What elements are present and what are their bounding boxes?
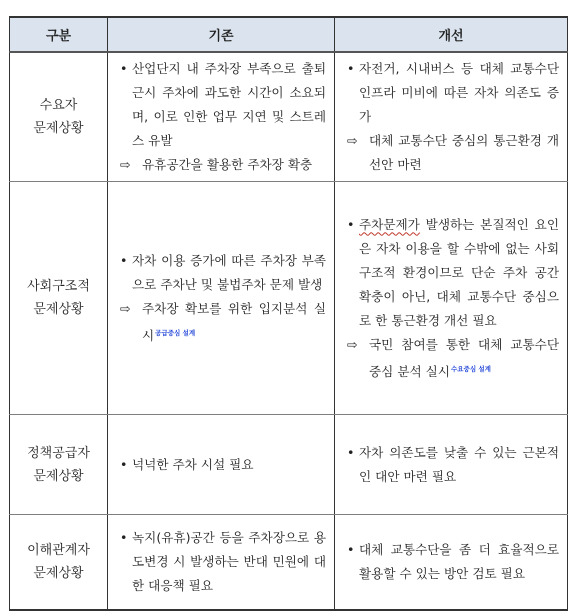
row-category: 정책공급자 문제상황 — [10, 415, 108, 515]
bullet-item: • 자차 의존도를 낮출 수 있는 근본적인 대안 마련 필요 — [343, 441, 559, 489]
row-category: 사회구조적 문제상황 — [10, 182, 108, 415]
bullet-mark: • — [120, 61, 128, 76]
bullet-item: • 산업단지 내 주차장 부족으로 출퇴근시 주차에 과도한 시간이 소요되며, 이로 인한 업무 지연 및 스트레스 유발 — [116, 57, 326, 153]
bullet-mark: • — [347, 216, 355, 232]
bullet-mark: • — [347, 61, 355, 76]
existing-cell — [108, 515, 335, 610]
row-category: 이해관계자 문제상황 — [10, 515, 108, 610]
bullet-item: • 녹지(유휴)공간 등을 주차장으로 용도변경 시 발생하는 반대 민원에 대한 대응책 필요 — [116, 526, 326, 598]
bullet-mark: • — [120, 529, 128, 545]
table-row — [10, 415, 568, 515]
arrow-icon: ⇨ — [347, 336, 358, 352]
arrow-item: ⇨ 주차장 확보를 위한 입지분석 실시$^{공급중심 설계}$ — [116, 297, 326, 348]
bullet-mark: • — [347, 444, 355, 460]
bullet-mark: • — [120, 456, 128, 472]
arrow-icon: ⇨ — [120, 157, 131, 172]
improved-cell — [335, 182, 568, 415]
existing-cell — [108, 415, 335, 515]
bullet-item: • 넉넉한 주차 시설 필요 — [116, 453, 326, 477]
bullet-mark: • — [120, 252, 128, 268]
design-note: 수요중심 설계 — [451, 364, 491, 373]
header-category: 구분 — [10, 17, 108, 52]
row-category: 수요자 문제상황 — [10, 52, 108, 182]
table-row — [10, 515, 568, 610]
improved-cell — [335, 415, 568, 515]
spellcheck-underlined-word: 주차문제가 — [359, 216, 420, 232]
bullet-item: • 자전거, 시내버스 등 대체 교통수단 인프라 미비에 따른 자차 의존도 증가 — [343, 57, 559, 129]
table-row — [10, 182, 568, 415]
table-row — [10, 52, 568, 182]
arrow-icon: ⇨ — [347, 133, 358, 148]
improved-cell — [335, 515, 568, 610]
arrow-item: ⇨ 유휴공간을 활용한 주차장 확충 — [116, 153, 326, 177]
existing-cell — [108, 52, 335, 182]
arrow-item: ⇨ 대체 교통수단 중심의 통근환경 개선안 마련 — [343, 129, 559, 177]
bullet-item: • 대체 교통수단을 좀 더 효율적으로 활용할 수 있는 방안 검토 필요 — [343, 538, 559, 586]
bullet-mark: • — [347, 541, 355, 557]
bullet-item: • 주차문제가 발생하는 본질적인 요인은 자차 이용을 할 수밖에 없는 사회구조적 환경이므로 단순 주차 공간 확충이 아닌, 대체 교통수단 중심으로 한 통근환경 개선 필요 — [343, 213, 559, 333]
arrow-icon: ⇨ — [120, 300, 131, 316]
existing-cell — [108, 182, 335, 415]
bullet-item: • 자차 이용 증가에 따른 주차장 부족으로 주차난 및 불법주차 문제 발생 — [116, 249, 326, 297]
design-note: 공급중심 설계 — [155, 328, 196, 337]
header-existing: 기존 — [108, 17, 335, 52]
header-improved: 개선 — [335, 17, 568, 52]
arrow-item: ⇨ 국민 참여를 통한 대체 교통수단 중심 분석 실시$^{수요중심 설계}$ — [343, 333, 559, 384]
table-header-row — [10, 17, 568, 52]
comparison-table — [9, 16, 568, 611]
improved-cell — [335, 52, 568, 182]
